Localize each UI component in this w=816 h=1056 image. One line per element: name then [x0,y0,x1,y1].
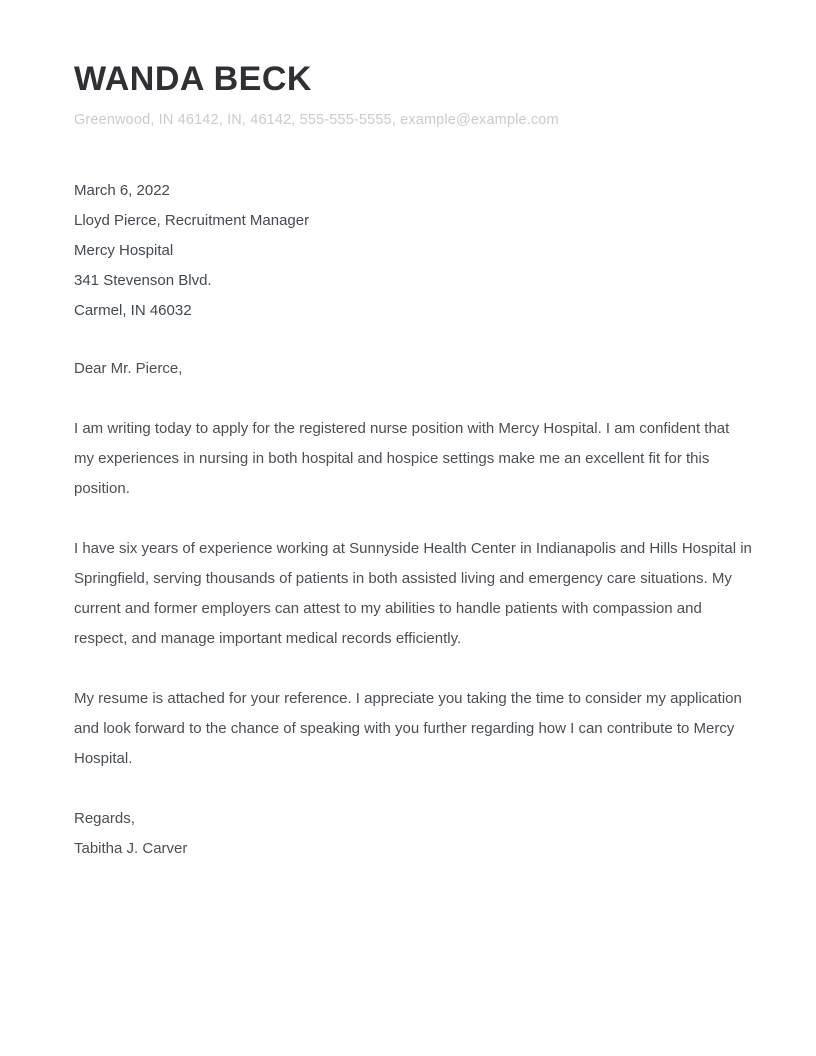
body-paragraph-3: My resume is attached for your reference. I appreciate you taking the time to consider my application and look forward to the chance of speaking with you further regarding how I can contribute to Mercy Hospital. [74,689,742,767]
salutation: Dear Mr. Pierce, [74,359,183,377]
letterhead [74,60,752,130]
recipient-city-state-zip: Carmel, IN 46032 [74,301,192,319]
body-paragraph-2: I have six years of experience working at Sunnyside Health Center in Indianapolis and Hills Hospital in Springfield, serving thousands of patients in both assisted living and emergency care situations. My current and former employers can attest to my abilities to handle patients with compassion and respect, and manage important medical records efficiently. [74,539,752,647]
recipient-block [74,176,752,326]
recipient-company: Mercy Hospital [74,241,174,259]
signature-name: Tabitha J. Carver [74,839,188,857]
closing-block [74,804,752,864]
letter-date: March 6, 2022 [74,181,170,199]
candidate-name: WANDA BECK [74,60,312,98]
recipient-name-title: Lloyd Pierce, Recruitment Manager [74,211,310,229]
contact-info-line: Greenwood, IN 46142, IN, 46142, 555-555-5555, example@example.com [74,112,559,129]
closing-salutation: Regards, [74,809,135,827]
recipient-street-address: 341 Stevenson Blvd. [74,271,212,289]
body-paragraph-1: I am writing today to apply for the registered nurse position with Mercy Hospital. I am confident that my experiences in nursing in both hospital and hospice settings make me an excellent fit for this position. [74,419,730,497]
